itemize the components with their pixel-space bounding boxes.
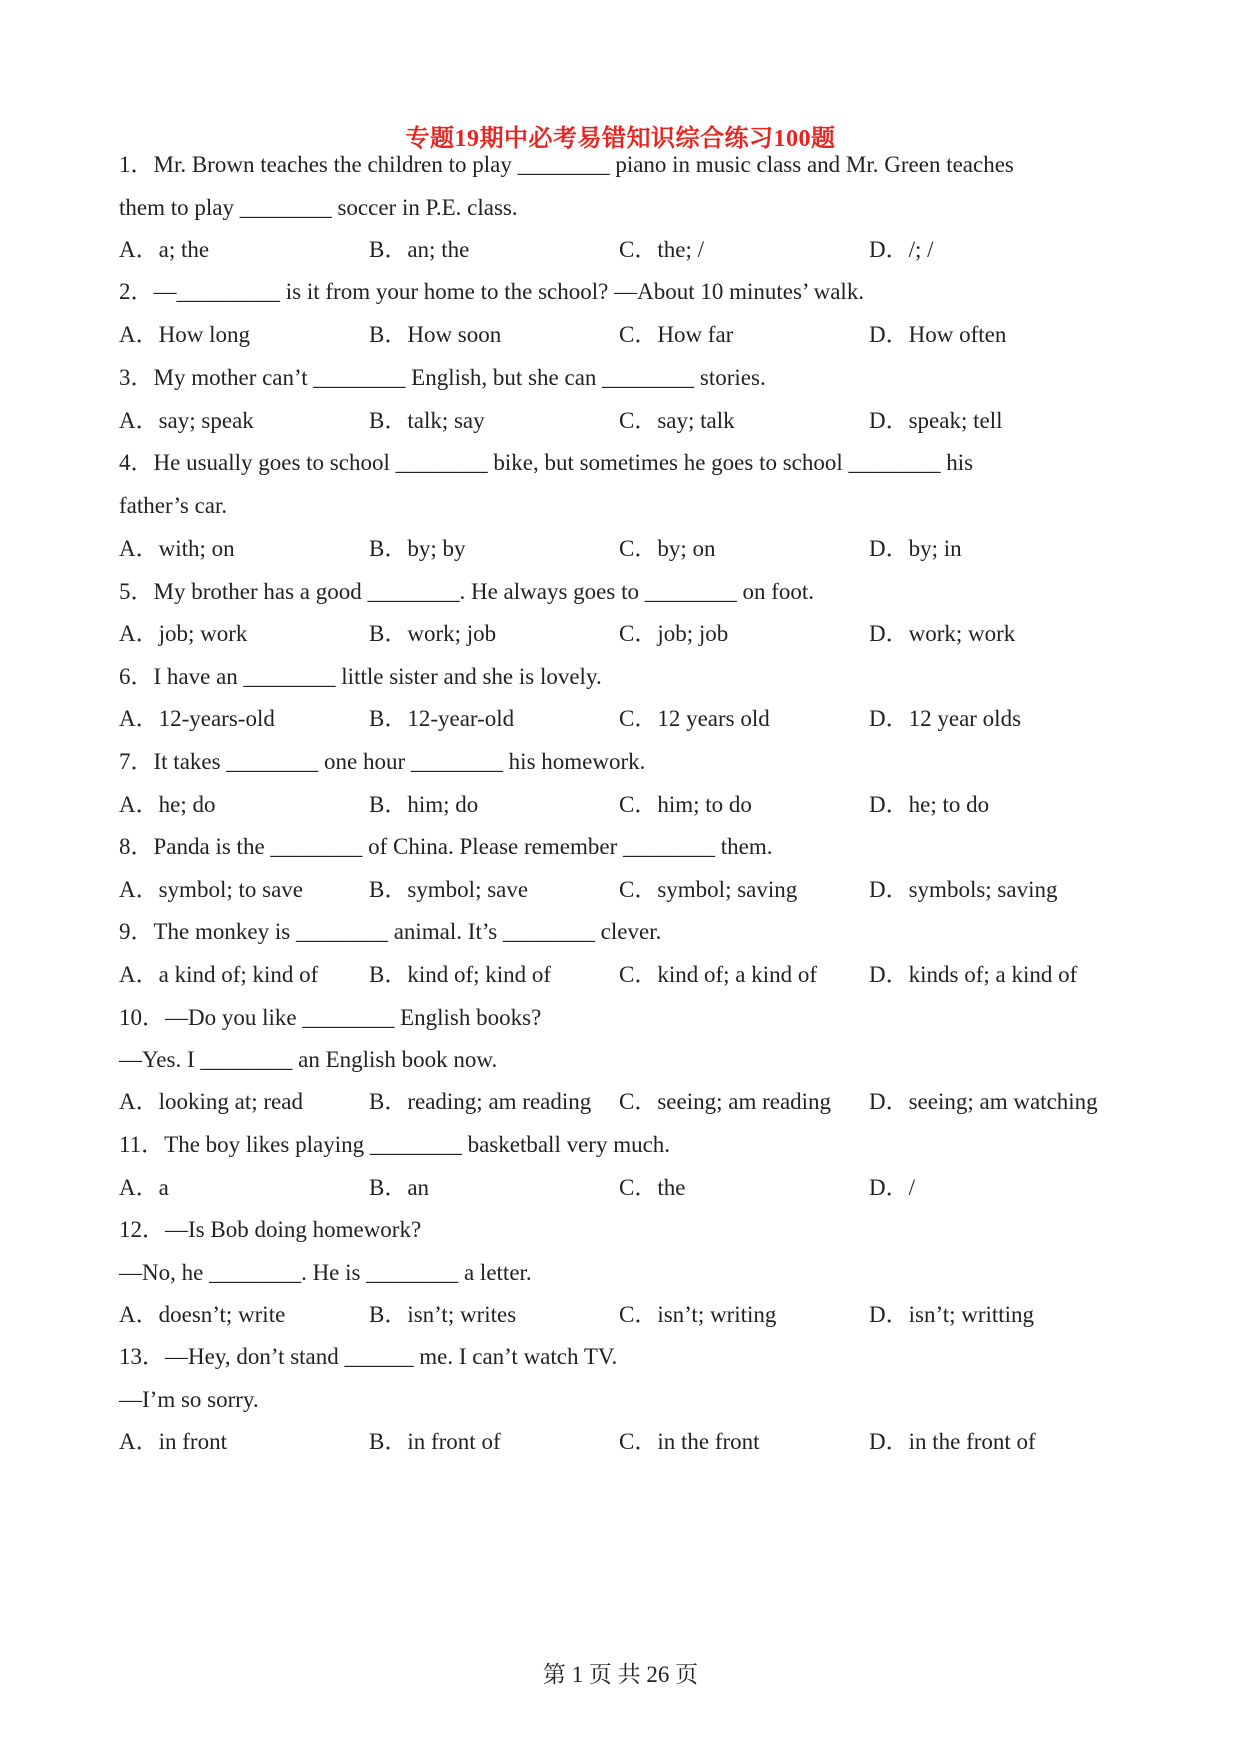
question-7-line-1: 7．It takes ________ one hour ________ his homework. xyxy=(119,749,646,774)
question-12-line-1: 12．—Is Bob doing homework? xyxy=(119,1217,422,1242)
option-d: D．speak; tell xyxy=(869,408,1003,433)
option-c: C．in the front xyxy=(619,1429,760,1454)
option-c: C．12 years old xyxy=(619,706,770,731)
option-b: B．isn’t; writes xyxy=(369,1302,517,1327)
option-b: B．an xyxy=(369,1175,430,1200)
question-10-line-1: 10．—Do you like ________ English books? xyxy=(119,1005,542,1030)
question-9-line-1: 9．The monkey is ________ animal. It’s ________ clever. xyxy=(119,919,662,944)
option-c: C．seeing; am reading xyxy=(619,1089,832,1114)
question-6-line-1: 6．I have an ________ little sister and she is lovely. xyxy=(119,664,602,689)
option-a: A．doesn’t; write xyxy=(119,1302,286,1327)
option-a: A．job; work xyxy=(119,621,248,646)
option-c: C．say; talk xyxy=(619,408,735,433)
question-8-line-1: 8．Panda is the ________ of China. Please remember ________ them. xyxy=(119,834,773,859)
option-d: D．How often xyxy=(869,322,1007,347)
option-d: D．work; work xyxy=(869,621,1016,646)
option-b: B．an; the xyxy=(369,237,470,262)
option-c: C．the xyxy=(619,1175,686,1200)
option-d: D．/ xyxy=(869,1175,915,1200)
option-a: A．with; on xyxy=(119,536,235,561)
option-a: A．a; the xyxy=(119,237,210,262)
question-13-line-1: 13．—Hey, don’t stand ______ me. I can’t watch TV. xyxy=(119,1344,618,1369)
option-a: A．looking at; read xyxy=(119,1089,303,1114)
question-12-line-2: —No, he ________. He is ________ a letter. xyxy=(119,1260,532,1285)
option-a: A．a xyxy=(119,1175,169,1200)
option-d: D．kinds of; a kind of xyxy=(869,962,1078,987)
option-b: B．kind of; kind of xyxy=(369,962,552,987)
option-c: C．job; job xyxy=(619,621,729,646)
question-11-line-1: 11．The boy likes playing ________ basketball very much. xyxy=(119,1132,671,1157)
option-b: B．talk; say xyxy=(369,408,485,433)
option-d: D．by; in xyxy=(869,536,962,561)
question-5-line-1: 5．My brother has a good ________. He always goes to ________ on foot. xyxy=(119,579,815,604)
question-13-line-2: —I’m so sorry. xyxy=(119,1387,259,1412)
option-a: A．say; speak xyxy=(119,408,254,433)
question-1-line-1: 1．Mr. Brown teaches the children to play ________ piano in music class and Mr. Green teaches xyxy=(119,152,1014,177)
option-d: D．isn’t; writting xyxy=(869,1302,1035,1327)
option-a: A．a kind of; kind of xyxy=(119,962,319,987)
option-d: D．he; to do xyxy=(869,792,990,817)
option-a: A．symbol; to save xyxy=(119,877,303,902)
option-d: D．/; / xyxy=(869,237,934,262)
question-4-line-1: 4．He usually goes to school ________ bike, but sometimes he goes to school ________ his xyxy=(119,450,974,475)
option-b: B．symbol; save xyxy=(369,877,529,902)
option-c: C．symbol; saving xyxy=(619,877,798,902)
option-d: D．12 year olds xyxy=(869,706,1022,731)
question-10-line-2: —Yes. I ________ an English book now. xyxy=(119,1047,498,1072)
option-c: C．isn’t; writing xyxy=(619,1302,777,1327)
option-b: B．in front of xyxy=(369,1429,501,1454)
option-c: C．by; on xyxy=(619,536,716,561)
page-footer: 第 1 页 共 26 页 xyxy=(542,1662,699,1687)
option-a: A．in front xyxy=(119,1429,227,1454)
question-2-line-1: 2．—_________ is it from your home to the school? —About 10 minutes’ walk. xyxy=(119,279,865,304)
question-1-line-2: them to play ________ soccer in P.E. class. xyxy=(119,195,518,220)
option-b: B．him; do xyxy=(369,792,479,817)
option-c: C．him; to do xyxy=(619,792,752,817)
option-d: D．in the front of xyxy=(869,1429,1036,1454)
option-c: C．kind of; a kind of xyxy=(619,962,818,987)
page-title: 专题19期中必考易错知识综合练习100题 xyxy=(405,126,836,152)
option-b: B．by; by xyxy=(369,536,466,561)
option-a: A．How long xyxy=(119,322,250,347)
option-c: C．the; / xyxy=(619,237,704,262)
option-a: A．12-years-old xyxy=(119,706,275,731)
option-c: C．How far xyxy=(619,322,734,347)
option-d: D．seeing; am watching xyxy=(869,1089,1098,1114)
option-a: A．he; do xyxy=(119,792,216,817)
option-b: B．How soon xyxy=(369,322,502,347)
question-3-line-1: 3．My mother can’t ________ English, but she can ________ stories. xyxy=(119,365,766,390)
question-4-line-2: father’s car. xyxy=(119,493,228,518)
option-b: B．12-year-old xyxy=(369,706,515,731)
option-b: B．reading; am reading xyxy=(369,1089,592,1114)
option-d: D．symbols; saving xyxy=(869,877,1058,902)
option-b: B．work; job xyxy=(369,621,497,646)
